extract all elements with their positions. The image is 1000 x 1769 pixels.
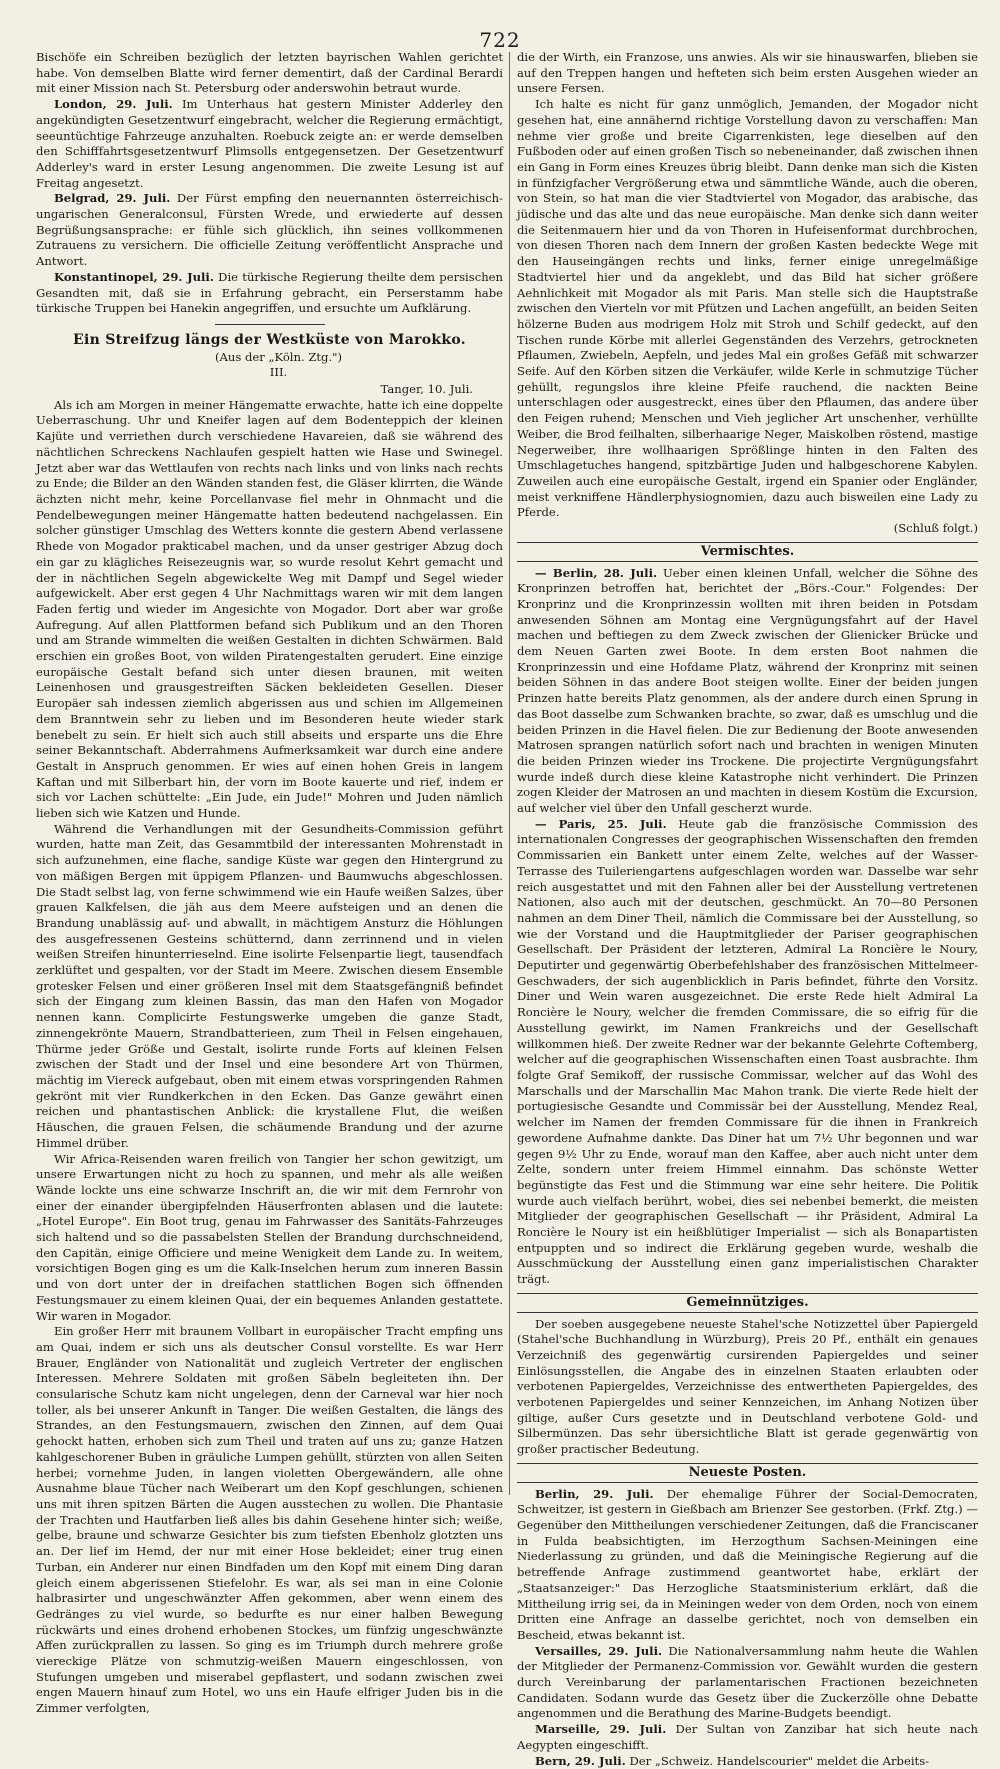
section-title-gemeinnuetziges: Gemeinnütziges. [517,1293,978,1313]
dateline: Belgrad, 29. Juli. [54,191,171,206]
post-text: Der Sultan von Zanzibar hat sich heute nach Aegypten eingeschifft. [517,1722,978,1752]
feature-end-note: (Schluß folgt.) [893,521,978,536]
dateline: — Paris, 25. Juli. [535,816,667,831]
news-item-konstantinopel [36,270,503,317]
right-column [517,50,979,1768]
feature-part: III. [269,365,288,380]
gemeinnuetziges-text: Der soeben ausgegebene neueste Stahel'sche Notizzettel über Papiergeld (Stahel'sche Buchhandlung in Würzburg), Preis 20 Pf., enthält ein genaues Verzeichniß des gegenwärtig cursirenden Papiergeldes und seiner Einlösungsstellen, die Angabe des in einzelnen Staaten erlaubten oder verbotenen Papiergeldes, Verzeichnisse des entwertheten Papiergeldes, des verbotenen Papiergeldes und seiner Kennzeichen, im Anhang Notizen über giltige, außer Curs gesetzte und in Deutschland verbotene Gold- und Silbermünzen. Das sehr übersichtliche Blatt ist gerade gegenwärtig von großer practischer Bedeutung. [517,1316,978,1457]
post-item-berlin [517,1487,978,1644]
section-title-neueste-posten: Neueste Posten. [517,1463,978,1483]
left-column [36,50,504,1716]
feature-paragraph: Wir Africa-Reisenden waren freilich von Tangier her schon gewitzigt, um unsere Erwartungen nicht zu hoch zu spannen, und mehr als alle weißen Wände lockte uns eine schwarze Inschrift an, die wir mit dem Fernrohr von einer der einander übergipfelnden Häuserfronten ablasen und die lautete: „Hotel Europe". Ein Boot trug, genau im Fahrwasser des Sanitäts-Fahrzeuges sich haltend und so die passabelsten Stellen der Brandung durchschneidend, den Capitän, einige Officiere und meine Wenigkeit dem Lande zu. In weitem, vorsichtigen Bogen ging es um die Kalk-Inselchen herum zum inneren Bassin und von dort unter der in dreifachen stattlichen Bogen sich öffnenden Festungsmauer zu einem kleinen Quai, der ein bequemes Anlanden gestattete. Wir waren in Mogador. [36,1151,503,1323]
feature-paragraph: Als ich am Morgen in meiner Hängematte erwachte, hatte ich eine doppelte Ueberraschung. Uhr und Kneifer lagen auf dem Bodenteppich der kleinen Kajüte und verriethen durch verschiedene Havareien, daß sie während des nächtlichen Schreckens Nachlaufen gespielt hatten wie Hase und Swinegel. Jetzt aber war das Wettlaufen von rechts nach links und von links nach rechts zu Ende; die Bilder an den Wänden standen fest, die Gläser klirrten, die Wände ächzten nicht mehr, keine Porcellanvase fiel mehr in Ohnmacht und die Pendelbewegungen meiner Hängematte hatten bedeutend nachgelassen. Ein solcher günstiger Umschlag des Wetters konnte die gestern Abend verlassene Rhede von Mogador prakticabel machen, und da unser gestriger Abzug doch ein gar zu klägliches Reisezeugnis war, so wurde resolut Kehrt gemacht und der in nächtlichen Segeln abgewickelte Weg mit Dampf und Segel wieder aufgewickelt. Aber erst gegen 4 Uhr Nachmittags waren wir mit dem langen Faden fertig und wieder im Angesichte von Mogador. Dort aber war große Aufregung. Auf allen Plattformen befand sich Publikum und an den Thoren und am Strande wimmelten die weißen Gestalten in dichten Schwärmen. Bald erschien ein großes Boot, von wilden Piratengestalten gerudert. Eine einzige europäische Gestalt befand sich unter diesen braunen, mit weiten Leinenhosen und grausgestreiften Säcken bekleideten Gesellen. Dieser Europäer sah indessen ziemlich abgerissen aus und schien im Allgemeinen dem Branntwein sehr zu lieben und im Besonderen heute wieder stark benebelt zu sein. Er hielt sich auch still abseits und ersparte uns die Ehre seiner Bekanntschaft. Abderrahmens Aufmerksamkeit war durch eine andere Gestalt in Anspruch genommen. Er wies auf einen hohen Greis in langem Kaftan und mit Silberbart hin, der vorn im Boote kauerte und rief, indem er sich vor Lachen schüttelte: „Ein Jude, ein Jude!" Mohren und Juden nämlich lieben sich wie Katzen und Hunde. [36,397,503,821]
dateline: Berlin, 29. Juli. [535,1486,654,1501]
post-text: Der „Schweiz. Handelscourier" meldet die Arbeits- [629,1753,930,1768]
feature-continued: die der Wirth, ein Franzose, uns anwies. Als wir sie hinauswarfen, blieben sie auf den Treppen hangen und hefteten sich beim ersten Ausgehen wieder an unsere Fersen. [517,50,978,96]
dateline: Bern, 29. Juli. [535,1753,626,1768]
news-item-london [36,97,503,191]
feature-paragraph: Während die Verhandlungen mit der Gesundheits-Commission geführt wurden, hatte man Zeit, das Gesammtbild der interessanten Mohrenstadt in sich aufzunehmen, eine flache, sandige Küste war gegen den Hintergrund zu von mäßigen Bergen mit üppigem Pflanzen- und Baumwuchs abgeschlossen. Die Stadt selbst lag, von ferne schwimmend wie ein Haufe weißen Salzes, über grauen Kalkfelsen, die jäh aus dem Meere aufsteigen und an denen die Brandung unablässig auf- und abwallt, in mächtigem Ansturz die Höhlungen des ausgefressenen Gesteins schütternd, dann zerrinnend und in vielen weißen Streifen hinunterrieselnd. Eine isolirte Felsenpartie liegt, tausendfach zerklüftet und gespalten, vor der Stadt im Meere. Zwischen diesem Ensemble grotesker Felsen und einer größeren Insel mit dem Staatsgefängniß befindet sich der Eingang zum kleinen Bassin, das man den Hafen von Mogador nennen kann. Complicirte Festungswerke umgeben die ganze Stadt, zinnengekrönte Mauern, Strandbatterieen, zum Theil in Felsen eingehauen, Thürme jeder Größe und Gestalt, isolirte runde Forts auf kleinen Felsen zwischen der Stadt und der Insel und eine besondere Art von Thürmen, mächtig im Viereck aufgebaut, oben mit einem etwas vorspringenden Rahmen gekrönt mit vier Rundkerkchen in den Ecken. Das Ganze gewährt einen reichen und phantastischen Anblick: die krystallene Flut, die weißen Häuschen, die grauen Felsen, die schäumende Brandung und der azurne Himmel drüber. [36,821,503,1150]
article-fragment: Bischöfe ein Schreiben bezüglich der letzten bayrischen Wahlen gerichtet habe. Von demselben Blatte wird ferner dementirt, daß der Cardinal Berardi mit einer Mission nach St. Petersburg oder anderswohin betraut wurde. [36,50,503,96]
misc-text: Ueber einen kleinen Unfall, welcher die Söhne des Kronprinzen betroffen hat, berichtet der „Börs.-Cour." Folgendes: Der Kronprinz und die Kronprinzessin wollten mit ihren beiden in Potsdam anwesenden Söhnen am Montag eine Vergnügungsfahrt auf der Havel machen und beftiegen zu dem Zweck zwischen der Glienicker Brücke und dem Neuen Garten zwei Boote. In dem ersten Boot nahmen die Kronprinzessin und eine Hofdame Platz, während der Kronprinz mit seinen beiden Söhnen in das andere Boot steigen wollte. Einer der beiden jungen Prinzen hatte bereits Platz genommen, als der andere durch einen Sprung in das Boot dasselbe zum Schwanken brachte, so zwar, daß es umschlug und die beiden Prinzen in die Havel fielen. Die zur Bedienung der Boote anwesenden Matrosen sprangen natürlich sofort nach und brachten in wenigen Minuten die beiden Prinzen wieder ins Trockene. Die projectirte Vergnügungsfahrt wurde indeß durch diese kleine Katastrophe nicht verhindert. Die Prinzen zogen Kleider der Matrosen an und machten in diesem Kostüm die Excursion, auf welcher viel über den Unfall gescherzt wurde. [517,565,978,816]
dateline: Marseille, 29. Juli. [535,1722,667,1737]
feature-continued: Ich halte es nicht für ganz unmöglich, Jemanden, der Mogador nicht gesehen hat, eine annähernd richtige Vorstellung davon zu verschaffen: Man nehme vier große und breite Cigarrenkisten, lege dieselben auf den Fußboden oder auf einen großen Tisch so nebeneinander, daß zwischen ihnen ein Gang in Form eines Kreuzes übrig bleibt. Dann denke man sich die Kisten in fünfzigfacher Vergrößerung etwa und sämmtliche Wände, auch die oberen, von Stein, so hat man die vier Stadtviertel von Mogador, das arabische, das jüdische und das alte und das neue europäische. Man denke sich dann weiter die Seitenmauern hier und da von Thoren in Hufeisenformat durchbrochen, von diesen Thoren nach dem Innern der großen Kasten bedeckte Wege mit den Hauseingängen rechts und links, ferner einige unregelmäßige Stadtviertel hier und da angeklebt, und das Bild hat sicher größere Aehnlichkeit mit Mogador als mit Paris. Man stelle sich die Hauptstraße zwischen den Vierteln vor mit Pfützen und Lachen angefüllt, an beiden Seiten hölzerne Buden aus modrigem Holz mit Stroh und Schilf gedeckt, auf den Tischen runde Körbe mit allerlei Gegenständen des Verzehrs, getrockneten Pflaumen, Zwiebeln, Aepfeln, und jedes Mal ein großes Gefäß mit schwarzer Seife. Auf den Körben sitzen die Verkäufer, wilde Kerle in schmutzige Tücher gehüllt, regungslos ihre kleine Pfeife rauchend, die nackten Beine unterschlagen oder ausgestreckt, eines über den Pflaumen, das andere über den Feigen ruhend; Menschen und Vieh jeglicher Art unschenher, verhüllte Weiber, die Brod feilhalten, silberhaarige Neger, Maiskolben röstend, mastige Negerweiber, ihre wollhaarigen Sprößlinge hinten in den Falten des Umschlagetuches hangend, spitzbärtige Juden und halbgeschorene Kabylen. Zuweilen auch eine europäische Gestalt, irgend ein Spanier oder Engländer, meist verkniffene Händlerphysiognomien, dazu auch bisweilen eine Lady zu Pferde. [517,97,978,520]
news-text: Der Fürst empfing den neuernannten österreichisch-ungarischen Generalconsul, Fürsten Wrede, und erwiederte auf dessen Begrüßungsansprache: er fühle sich glücklich, ihn seines vollkommenen Zutrauens zu versichern. Die officielle Zeitung veröffentlicht Ansprache und Antwort. [36,191,504,269]
post-item-versailles [517,1644,978,1723]
news-text: Die türkische Regierung theilte dem persischen Gesandten mit, daß sie in Erfahrung gebracht, ein Perserstamm habe türkische Truppen bei Hanekin angegriffen, und ersuchte um Aufklärung. [36,269,504,316]
post-text: Der ehemalige Führer der Social-Democraten, Schweitzer, ist gestern in Gießbach am Brienzer See gestorben. (Frkf. Ztg.) — Gegenüber den Mittheilungen verschiedener Zeitungen, daß die Franciscaner in Fulda beabsichtigten, im Herzogthum Sachsen-Meiningen eine Niederlassung zu gründen, und daß die Meiningische Regierung auf die betreffende Anfrage zustimmend geantwortet habe, erklärt der „Staatsanzeiger:" Das Herzogliche Staatsministerium erklärt, daß die Mittheilung irrig sei, da in Meiningen weder von dem Orden, noch von einem Dritten eine Anfrage an dasselbe gerichtet, noch von demselben ein Bescheid, etwas bekannt ist. [517,1486,978,1642]
post-item-bern [517,1754,978,1769]
post-text: Die Nationalversammlung nahm heute die Wahlen der Mitglieder der Permanenz-Commission vor. Gewählt wurden die gestern durch Vereinbarung der parlamentarischen Fractionen bezeichneten Candidaten. Sodann wurde das Gesetz über die Zuckerzölle ohne Debatte angenommen und die Berathung des Marine-Budgets beendigt. [517,1643,979,1721]
feature-title: Ein Streifzug längs der Westküste von Marokko. [73,331,466,348]
section-title-vermischtes: Vermischtes. [517,542,978,562]
news-text: Im Unterhaus hat gestern Minister Adderley den angekündigten Gesetzentwurf eingebracht, welcher die Regierung ermächtigt, seeuntüchtige Fahrzeuge anzuhalten. Roebuck zeigte an: er werde demselben den Schifffahrtsgesetzentwurf Plimsolls entgegensetzen. Der Gesetzentwurf Adderley's ward in erster Lesung angenommen. Die zweite Lesung ist auf Freitag angesetzt. [36,97,504,190]
page-number: 722 [479,28,521,52]
column-divider [509,52,510,1495]
section-rule [215,324,325,325]
feature-paragraph: Ein großer Herr mit braunem Vollbart in europäischer Tracht empfing uns am Quai, indem er sich uns als deutscher Consul vorstellte. Es war Herr Brauer, Engländer von Nationalität und zugleich Vertreter der englischen Interessen. Mehrere Soldaten mit großen Säbeln begleiteten ihn. Der consularische Schutz kam nicht ungelegen, denn der Carneval war hier noch toller, als bei unserer Ankunft in Tanger. Die weißen Gestalten, die längs des Strandes, an den Festungsmauern, zwischen den Zinnen, auf dem Quai gehockt hatten, erhoben sich zum Theil und traten auf uns zu; ganze Hatzen kahlgeschorener Buben in gräuliche Lumpen gehüllt, stürzten von allen Seiten herbei; vornehme Juden, in langen violetten Obergewändern, alle ohne Ausnahme blaue Tücher nach Weiberart um den Kopf geschlungen, schienen uns mit ihren spitzen Bärten die Augen ausstechen zu wollen. Die Phantasie der Trachten und Hautfarben ließ alles bis dahin Gesehene hinter sich; weiße, gelbe, braune und schwarze Gesichter bis zum tiefsten Ebenholz glotzten uns an. Der lief im Hemd, der nur mit einer Hose bekleidet; einer trug einen Turban, ein Anderer nur einen Bindfaden um den Kopf mit einem Ding daran gleich einem abgerissenen Stiefelohr. Es war, als sei man in eine Colonie halbrasirter und ungeschwänzter Affen gekommen, aber wenn einem des Gedränges zu viel wurde, so bedurfte es nur einer halben Bewegung rückwärts und eines drohend erhobenen Stockes, um fünfzig ungeschwänzte Affen zurückprallen zu lassen. So ging es im Triumph durch mehrere große viereckige Plätze von schmutzig-weißen Mauern eingeschlossen, von Stufungen umgeben und miserabel gepflastert, und sodann zwischen zwei engen Mauern hinauf zum Hotel, wo uns ein Haufe elfriger Juden bis in die Zimmer verfolgten, [36,1324,503,1716]
misc-item-paris [517,817,978,1288]
post-item-marseille [517,1722,978,1753]
news-item-belgrad [36,191,503,270]
misc-text: Heute gab die französische Commission des internationalen Congresses der geographischen Wissenschaften den fremden Commissarien ein Bankett unter einem Zelte, welches auf der Wasser-Terrasse des Tuileriengartens aufgeschlagen worden war. Dasselbe war sehr reich ausgestattet und mit den Fahnen aller bei der Ausstellung vertretenen Nationen, also auch mit der deutschen, geschmückt. An 70—80 Personen nahmen an dem Diner Theil, nämlich die Commissare bei der Ausstellung, so wie der Vorstand und die Hauptmitglieder der Pariser geographischen Gesellschaft. Der Präsident der letzteren, Admiral La Roncière le Noury, Deputirter und gegenwärtig Oberbefehlshaber des französischen Mittelmeer-Geschwaders, der sich augenblicklich in Paris befindet, führte den Vorsitz. Diner und Wein waren ausgezeichnet. Die erste Rede hielt Admiral La Roncière le Noury, welcher die fremden Commissare, die so eifrig für die Ausstellung gewirkt, im Namen Frankreichs und der Gesellschaft willkommen hieß. Der zweite Redner war der bekannte Gelehrte Coftemberg, welcher auf die geographischen Wissenschaften einen Toast ausbrachte. Ihm folgte Graf Semikoff, der russische Commissar, welcher auf das Wohl des Marschalls und der Marschallin Mac Mahon trank. Die vierte Rede hielt der portugiesische Gesandte und Commissär bei der Ausstellung, Mendez Real, welcher im Namen der fremden Commissare für die ihnen in Frankreich gewordene Aufnahme dankte. Das Diner hat um 7½ Uhr begonnen und war gegen 9½ Uhr zu Ende, worauf man den Kaffee, aber auch nicht unter dem Zelte, sondern unter freiem Himmel einnahm. Das schönste Wetter begünstigte das Fest und die Stimmung war eine sehr heitere. Die Politik wurde auch vielfach berührt, wobei, dies sei nebenbei bemerkt, die meisten Mitglieder der geographischen Gesellschaft — ihr Präsident, Admiral La Roncière le Noury ist ein heißblütiger Imperialist — sich als Bonapartisten entpuppten und so indirect die Erklärung gegeben wurde, weshalb die Ausschmückung der Ausstellung einen ganz imperialistischen Charakter trägt. [517,816,978,1287]
dateline: — Berlin, 28. Juli. [535,565,658,580]
dateline: Versailles, 29. Juli. [535,1643,663,1658]
feature-source: (Aus der „Köln. Ztg.") [214,349,343,364]
dateline: London, 29. Juli. [54,97,173,112]
dateline: Konstantinopel, 29. Juli. [54,269,214,284]
feature-dateline: Tanger, 10. Juli. [380,382,473,397]
misc-item-berlin [517,566,978,817]
